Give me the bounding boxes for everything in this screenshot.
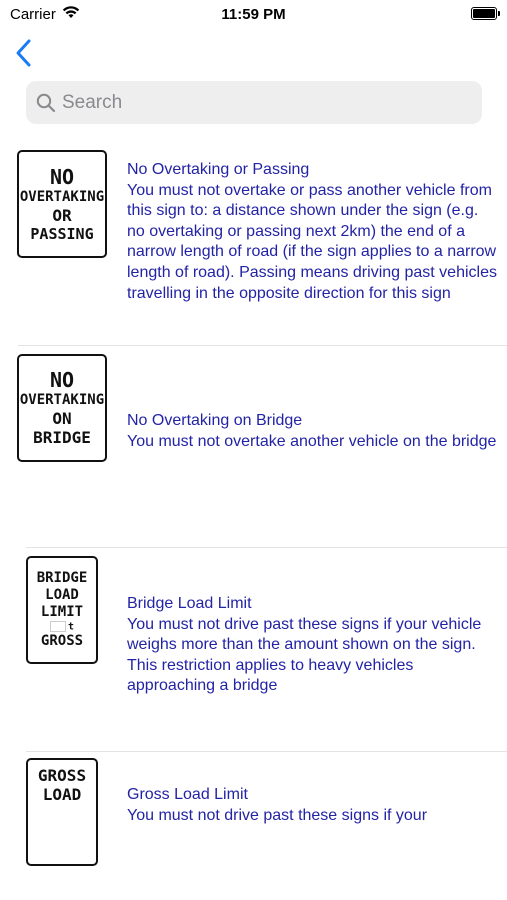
chevron-left-icon	[14, 38, 38, 68]
sign-text: BRIDGE	[33, 428, 91, 448]
sign-text: t	[67, 621, 75, 633]
search-input[interactable]	[62, 89, 462, 116]
item-title: Gross Load Limit	[127, 786, 248, 803]
search-bar[interactable]	[26, 81, 482, 124]
battery-icon	[471, 7, 497, 20]
sign-image-no-overtaking-on-bridge	[17, 354, 107, 462]
list-item[interactable]	[0, 752, 507, 872]
sign-text: OR	[52, 205, 72, 225]
sign-image-bridge-load-limit	[26, 556, 98, 664]
sign-text: OVERTAKING	[19, 392, 105, 409]
list-item[interactable]	[0, 548, 507, 752]
list-item[interactable]	[0, 142, 507, 346]
carrier-label: Carrier	[10, 6, 56, 23]
status-bar	[0, 0, 507, 28]
sign-text: NO	[49, 165, 75, 189]
sign-text: NO	[49, 368, 75, 393]
item-title: No Overtaking on Bridge	[127, 412, 303, 429]
item-description: You must not overtake or pass another vehicle from this sign to: a distance shown under the sign (e.g. no overtaking or passing next 2km) the end of a narrow length of road (if the sign applies to a narrow length of road). Passing means driving past vehicles travelling in the opposite direction for this sign	[127, 181, 497, 302]
search-icon	[36, 93, 56, 118]
item-description: You must not overtake another vehicle on the bridge	[127, 432, 497, 450]
item-title: No Overtaking or Passing	[127, 161, 310, 178]
sign-text: ON	[52, 409, 72, 429]
sign-text: BRIDGE	[36, 570, 88, 587]
sign-image-gross-load-limit	[26, 758, 98, 866]
sign-text: GROSS	[37, 766, 87, 785]
sign-text: PASSING	[30, 224, 94, 243]
list-item[interactable]	[0, 346, 507, 548]
item-title: Bridge Load Limit	[127, 595, 252, 612]
sign-text: LOAD	[45, 586, 79, 603]
sign-text: GROSS	[40, 633, 84, 650]
clock: 11:59 PM	[221, 6, 286, 23]
item-description: You must not drive past these signs if your	[127, 806, 428, 824]
sign-image-no-overtaking-or-passing	[17, 150, 107, 258]
sign-text: LOAD	[42, 785, 82, 805]
item-description: You must not drive past these signs if your vehicle weighs more than the amount shown on the sign. This restriction applies to heavy vehicles approaching a bridge	[127, 615, 482, 695]
sign-list[interactable]	[0, 142, 507, 824]
sign-text: LIMIT	[40, 603, 84, 620]
back-button[interactable]	[14, 38, 38, 68]
sign-text: OVERTAKING	[19, 189, 105, 205]
